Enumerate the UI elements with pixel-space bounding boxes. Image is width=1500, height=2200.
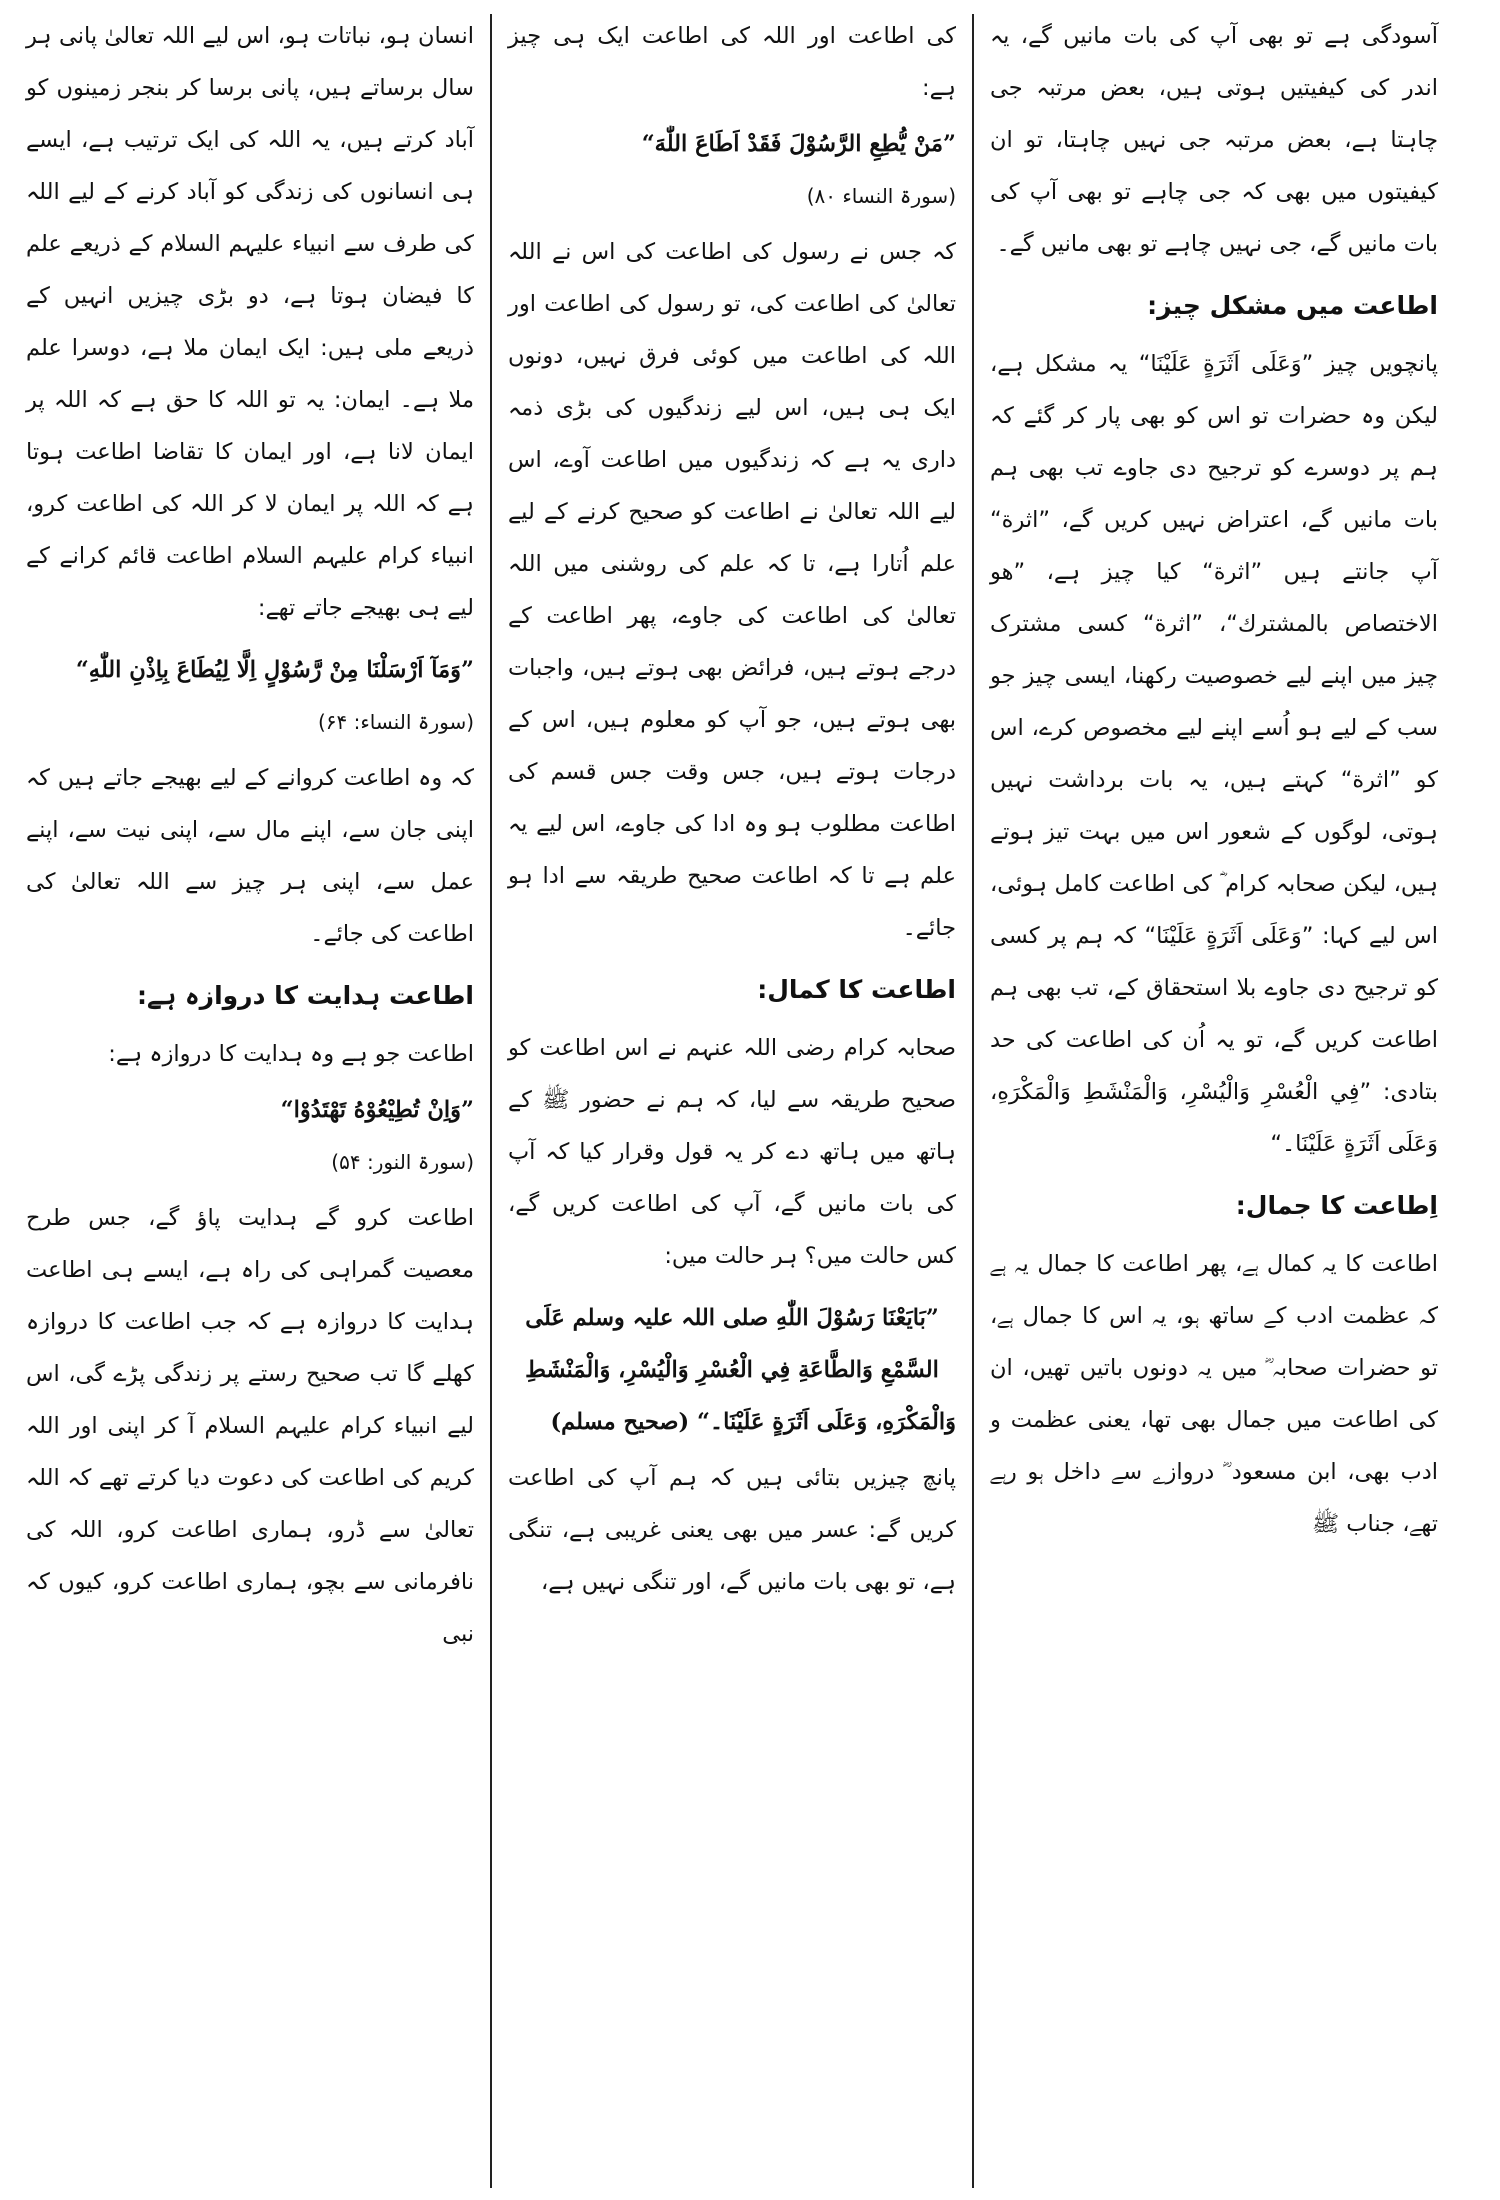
section-heading: اطاعت میں مشکل چیز:: [1147, 291, 1438, 320]
quoted-verse: ”وَاِنْ تُطِيْعُوْهُ تَهْتَدُوْا“: [280, 1097, 474, 1123]
paragraph: اطاعت کرو گے ہدایت پاؤ گے، جس طرح معصیت گمراہی کی راہ ہے، ایسے ہی اطاعت ہدایت کا دروازہ ہے کہ جب اطاعت کا دروازہ کھلے گا تب صحیح رستے پر زندگی پڑے گی، اس لیے انبیاء کرام علیہم السلام آ کر اپنی اور اللہ کریم کی اطاعت کی دعوت دیا کرتے تھے کہ اللہ تعالیٰ سے ڈرو، ہماری اطاعت کرو، اللہ کی نافرمانی سے بچو، ہماری اطاعت کرو، کیوں کہ نبی: [26, 1205, 474, 1647]
quoted-verse: ”مَنْ يُّطِعِ الرَّسُوْلَ فَقَدْ اَطَاعَ اللّٰهَ“: [641, 131, 956, 157]
paragraph: کہ جس نے رسول کی اطاعت کی اس نے اللہ تعالیٰ کی اطاعت کی، تو رسول کی اطاعت اور اللہ کی اطاعت میں کوئی فرق نہیں، دونوں ایک ہی ہیں، اس لیے زندگیوں کی بڑی ذمہ داری یہ ہے کہ زندگیوں میں اطاعت آوے، اس لیے اللہ تعالیٰ نے اطاعت کو صحیح کرنے کے لیے علم اُتارا ہے، تا کہ علم کی روشنی میں اللہ تعالیٰ کی اطاعت کی جاوے، پھر اطاعت کے درجے ہوتے ہیں، فرائض بھی ہوتے ہیں، واجبات بھی ہوتے ہیں، جو آپ کو معلوم ہیں، اس کے درجات ہوتے ہیں، جس وقت جس قسم کی اطاعت مطلوب ہو وہ ادا کی جاوے، اس لیے یہ علم ہے تا کہ اطاعت صحیح طریقہ سے ادا ہو جائے۔: [508, 239, 956, 941]
paragraph: اطاعت کا یہ کمال ہے، پھر اطاعت کا جمال یہ ہے کہ عظمت ادب کے ساتھ ہو، یہ اس کا جمال ہے، تو حضرات صحابہ ؓ میں یہ دونوں باتیں تھیں، ان کی اطاعت میں جمال بھی تھا، یعنی عظمت و ادب بھی، ابن مسعود ؓ دروازے سے داخل ہو رہے تھے، جناب ﷺ: [990, 1251, 1438, 1537]
section-heading: اطاعت ہدایت کا دروازہ ہے:: [137, 981, 474, 1010]
paragraph: پانچویں چیز ”وَعَلَى اَثَرَةٍ عَلَيْنَا“ یہ مشکل ہے، لیکن وہ حضرات تو اس کو بھی پار کر گئے کہ ہم پر دوسرے کو ترجیح دی جاوے تب بھی ہم بات مانیں گے، اعتراض نہیں کریں گے، ”اثرة“ آپ جانتے ہیں ”اثرة“ کیا چیز ہے، ”هو الاختصاص بالمشترك“، ”اثرة“ کسی مشترک چیز میں اپنے لیے خصوصیت رکھنا، ایسی چیز جو سب کے لیے ہو اُسے اپنے لیے مخصوص کرے، اس کو ”اثرة“ کہتے ہیں، یہ بات برداشت نہیں ہوتی، لوگوں کے شعور اس میں بہت تیز ہوتے ہیں، لیکن صحابہ کرام ؓ کی اطاعت کامل ہوئی، اس لیے کہا: ”وَعَلَى اَثَرَةٍ عَلَيْنَا“ کہ ہم پر کسی کو ترجیح دی جاوے بلا استحقاق کے، تب بھی ہم اطاعت کریں گے، تو یہ اُن کی اطاعت کی حد بتادی: ”فِي الْعُسْرِ وَالْيُسْرِ، وَالْمَنْشَطِ وَالْمَكْرَهِ، وَعَلَى اَثَرَةٍ عَلَيْنَا۔“: [990, 351, 1438, 1157]
column-middle: [496, 10, 968, 2188]
paragraph: آسودگی ہے تو بھی آپ کی بات مانیں گے، یہ اندر کی کیفیتیں ہوتی ہیں، بعض مرتبہ جی چاہتا ہے، بعض مرتبہ جی نہیں چاہتا، تو ان کیفیتوں میں بھی کہ جی چاہے تو بھی آپ کی بات مانیں گے، جی نہیں چاہے تو بھی مانیں گے۔: [990, 23, 1438, 257]
quoted-verse: ”وَمَآ اَرْسَلْنَا مِنْ رَّسُوْلٍ اِلَّا لِيُطَاعَ بِاِذْنِ اللّٰهِ“: [75, 657, 474, 683]
verse-reference: (سورۃ النور: ۵۴): [331, 1150, 474, 1174]
urdu-text-page: [14, 10, 1484, 2188]
paragraph: صحابہ کرام رضی اللہ عنہم نے اس اطاعت کو صحیح طریقہ سے لیا، کہ ہم نے حضور ﷺ کے ہاتھ میں ہاتھ دے کر یہ قول وقرار کیا کہ آپ کی بات مانیں گے، آپ کی اطاعت کریں گے، کس حالت میں؟ ہر حالت میں:: [508, 1035, 956, 1269]
paragraph: انسان ہو، نباتات ہو، اس لیے اللہ تعالیٰ پانی ہر سال برساتے ہیں، پانی برسا کر بنجر زمینوں کو آباد کرتے ہیں، یہ اللہ کی ایک ترتیب ہے، ایسے ہی انسانوں کی زندگی کو آباد کرنے کے لیے اللہ کی طرف سے انبیاء علیہم السلام کے ذریعے علم کا فیضان ہوتا ہے، دو بڑی چیزیں انہیں کے ذریعے ملی ہیں: ایک ایمان ملا ہے، دوسرا علم ملا ہے۔ ایمان: یہ تو اللہ کا حق ہے کہ اللہ پر ایمان لانا ہے، اور ایمان کا تقاضا اطاعت ہوتا ہے کہ اللہ پر ایمان لا کر اللہ کی اطاعت کرو، انبیاء کرام علیہم السلام اطاعت قائم کرانے کے لیے ہی بھیجے جاتے تھے:: [26, 23, 474, 621]
column-left: [978, 10, 1450, 2188]
paragraph: کہ وہ اطاعت کروانے کے لیے بھیجے جاتے ہیں کہ اپنی جان سے، اپنے مال سے، اپنی نیت سے، اپنے عمل سے، اپنی ہر چیز سے اللہ تعالیٰ کی اطاعت کی جائے۔: [26, 765, 474, 947]
column-divider: [490, 14, 492, 2188]
verse-reference: (سورۃ النساء ۸۰): [806, 184, 956, 208]
verse-reference: (سورۃ النساء: ۶۴): [317, 710, 474, 734]
column-right: [14, 10, 486, 2188]
lead-line: کی اطاعت اور اللہ کی اطاعت ایک ہی چیز ہے:: [508, 23, 956, 101]
column-divider: [972, 14, 974, 2188]
lead-line: اطاعت جو ہے وہ ہدایت کا دروازہ ہے:: [108, 1041, 474, 1067]
paragraph: پانچ چیزیں بتائی ہیں کہ ہم آپ کی اطاعت کریں گے: عسر میں بھی یعنی غریبی ہے، تنگی ہے، تو بھی بات مانیں گے، اور تنگی نہیں ہے،: [508, 1465, 956, 1595]
section-heading: اِطاعت کا جمال:: [1235, 1191, 1438, 1220]
quoted-verse: ”بَايَعْنَا رَسُوْلَ اللّٰهِ صلی اللہ علیہ وسلم عَلَى السَّمْعِ وَالطَّاعَةِ فِي الْعُسْرِ وَالْيُسْرِ، وَالْمَنْشَطِ وَالْمَكْرَهِ، وَعَلَى اَثَرَةٍ عَلَيْنَا۔“ (صحیح مسلم): [525, 1305, 956, 1435]
section-heading: اطاعت کا کمال:: [757, 975, 956, 1004]
